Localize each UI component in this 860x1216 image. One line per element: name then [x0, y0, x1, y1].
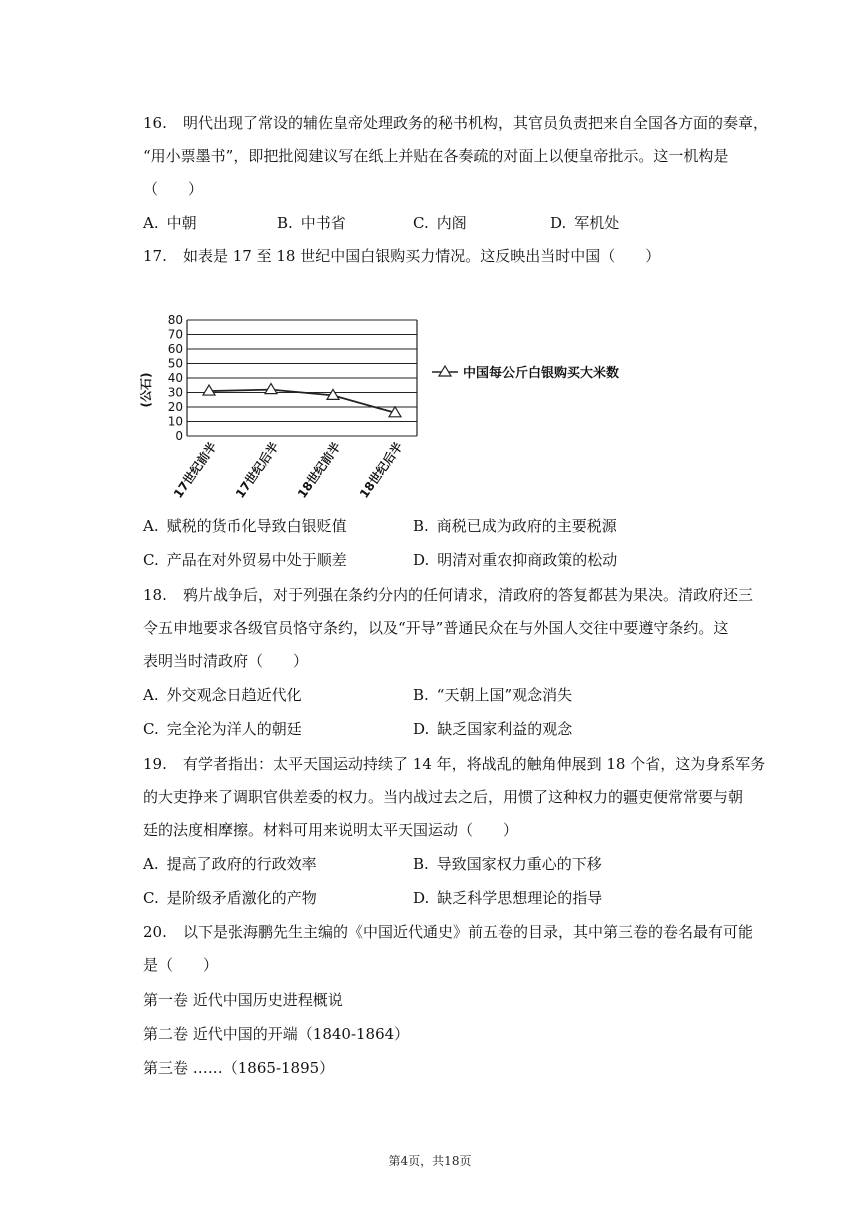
question-number: 16.: [143, 114, 167, 132]
legend-label: 中国每公斤白银购买大米数: [463, 366, 620, 381]
toc-line-volume-2: 第二卷 近代中国的开端（1840-1864）: [143, 1025, 410, 1043]
x-axis-ticks: [170, 439, 405, 501]
option-a[interactable]: A. 外交观念日趋近代化: [143, 686, 302, 704]
y-tick-label: 50: [167, 356, 183, 371]
y-tick-label: 60: [167, 342, 183, 356]
option-d[interactable]: D. 明清对重农抑商政策的松动: [413, 551, 618, 569]
y-axis-label: (公石): [139, 372, 153, 408]
question-number: 18.: [143, 586, 167, 604]
option-c[interactable]: C. 完全沦为洋人的朝廷: [143, 720, 302, 738]
option-c[interactable]: C. 产品在对外贸易中处于顺差: [143, 551, 347, 569]
y-tick-label: 70: [167, 327, 183, 342]
chart-series: [203, 384, 401, 417]
legend-marker-icon: [439, 366, 451, 376]
question-text-line: 鸦片战争后，对于列强在条约分内的任何请求，清政府的答复都甚为果决。清政府还三: [183, 586, 754, 604]
series-line: [209, 390, 395, 413]
option-d[interactable]: D. 缺乏国家利益的观念: [413, 720, 573, 738]
toc-line-volume-1: 第一卷 近代中国历史进程概说: [143, 991, 343, 1009]
y-tick-label: 10: [167, 414, 183, 429]
data-point: [265, 384, 277, 394]
chart-legend: [432, 365, 619, 381]
y-tick-label: 30: [167, 385, 183, 400]
option-b[interactable]: B. 中书省: [277, 214, 346, 232]
option-b[interactable]: B. 商税已成为政府的主要税源: [413, 517, 617, 535]
question-text-line: 有学者指出：太平天国运动持续了 14 年，将战乱的触角伸展到 18 个省，这为身系军务: [183, 755, 766, 773]
question-text-line: “用小票墨书”，即把批阅建议写在纸上并贴在各奏疏的对面上以便皇帝批示。这一机构是: [143, 147, 729, 165]
question-number: 17.: [143, 247, 167, 265]
option-c[interactable]: C. 是阶级矛盾激化的产物: [143, 889, 317, 907]
question-text-line: 如表是 17 至 18 世纪中国白银购买力情况。这反映出当时中国（ ）: [183, 247, 661, 265]
question-text-line: 明代出现了常设的辅佐皇帝处理政务的秘书机构，其官员负责把来自全国各方面的奏章，: [183, 114, 769, 132]
question-text-line: （ ）: [143, 180, 204, 198]
option-c[interactable]: C. 内阁: [413, 214, 467, 232]
option-a[interactable]: A. 中朝: [143, 214, 197, 232]
y-tick-label: 40: [167, 371, 183, 385]
x-tick-label: 18世纪前半: [294, 439, 344, 501]
page-footer: 第4页，共18页: [388, 1154, 472, 1168]
question-number: 20.: [143, 923, 167, 941]
option-a[interactable]: A. 提高了政府的行政效率: [143, 855, 317, 873]
y-tick-label: 80: [167, 313, 183, 327]
question-text-line: 的大吏挣来了调职官供差委的权力。当内战过去之后，用惯了这种权力的疆吏便常常要与朝: [143, 788, 744, 806]
chart-grid: [187, 320, 417, 436]
option-a[interactable]: A. 赋税的货币化导致白银贬值: [143, 517, 347, 535]
question-text-line: 以下是张海鹏先生主编的《中国近代通史》前五卷的目录，其中第三卷的卷名最有可能: [183, 923, 754, 941]
question-text-line: 令五申地要求各级官员恪守条约，以及“开导”普通民众在与外国人交往中要遵守条约。这: [143, 619, 729, 637]
x-tick-label: 17世纪前半: [170, 439, 220, 501]
y-tick-label: 20: [167, 400, 183, 414]
option-b[interactable]: B. “天朝上国”观念消失: [413, 686, 573, 704]
option-d[interactable]: D. 军机处: [550, 214, 620, 232]
x-tick-label: 17世纪后半: [232, 439, 282, 501]
question-text-line: 是（ ）: [143, 956, 219, 974]
question-number: 19.: [143, 755, 167, 773]
y-tick-label: 0: [175, 429, 183, 443]
question-text-line: 廷的法度相摩擦。材料可用来说明太平天国运动（ ）: [143, 821, 519, 839]
silver-purchasing-power-chart: [130, 305, 690, 505]
toc-line-volume-3: 第三卷 ……（1865-1895）: [143, 1059, 335, 1077]
x-tick-label: 18世纪后半: [356, 439, 406, 501]
question-text-line: 表明当时清政府（ ）: [143, 652, 309, 670]
y-axis-ticks: [168, 313, 183, 443]
option-d[interactable]: D. 缺乏科学思想理论的指导: [413, 889, 603, 907]
option-b[interactable]: B. 导致国家权力重心的下移: [413, 855, 602, 873]
data-point: [203, 385, 215, 395]
